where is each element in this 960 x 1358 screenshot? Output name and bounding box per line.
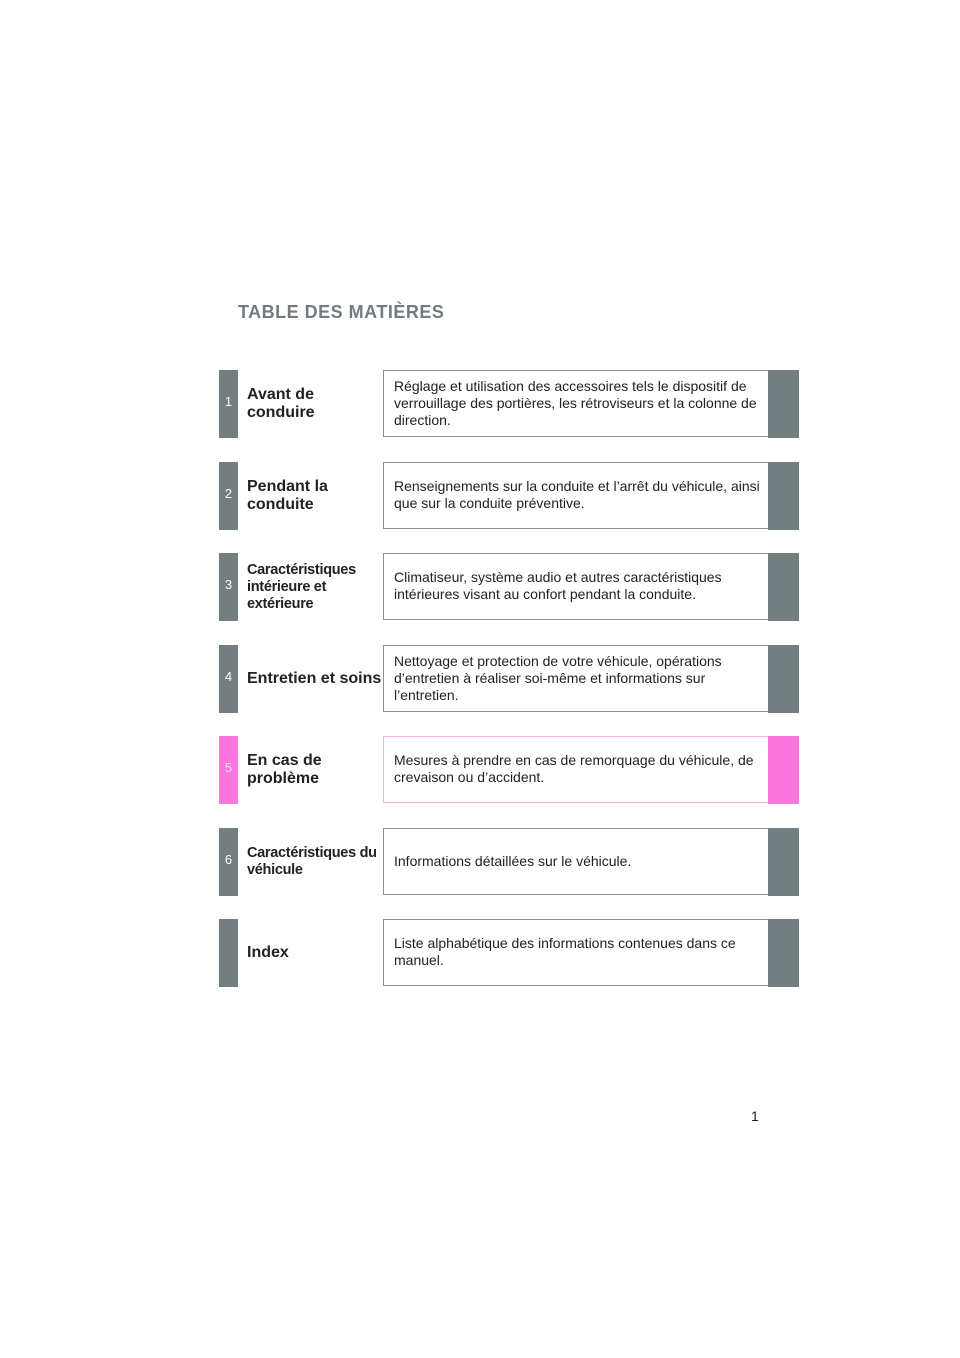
page-number: 1 xyxy=(751,1108,759,1124)
chapter-description: Liste alphabétique des informations contenues dans ce manuel. xyxy=(383,919,768,986)
chapter-title[interactable]: Caractéristiques du véhicule xyxy=(247,844,377,878)
chapter-description: Mesures à prendre en cas de remorquage du véhicule, de crevaison ou d’accident. xyxy=(383,736,768,803)
chapter-title[interactable]: En cas de problème xyxy=(247,752,322,787)
chapter-tab-index[interactable] xyxy=(219,919,238,987)
chapter-number: 1 xyxy=(224,394,233,409)
chapter-title[interactable]: Caractéristiques intérieure et extérieure xyxy=(247,561,356,612)
chapter-row-5[interactable] xyxy=(219,736,799,804)
chapter-edge-tab[interactable] xyxy=(768,645,799,713)
chapter-tab-4[interactable] xyxy=(219,645,238,713)
chapter-title[interactable]: Index xyxy=(247,944,289,961)
chapter-number: 5 xyxy=(224,760,233,775)
chapter-edge-tab[interactable] xyxy=(768,462,799,530)
chapter-title[interactable]: Entretien et soins xyxy=(247,669,382,687)
chapter-edge-tab[interactable] xyxy=(768,828,799,896)
chapter-row-index[interactable] xyxy=(219,919,799,987)
chapter-tab-3[interactable] xyxy=(219,553,238,621)
page-title: TABLE DES MATIÈRES xyxy=(238,302,445,322)
chapter-number: 4 xyxy=(224,668,233,684)
chapter-edge-tab[interactable] xyxy=(768,553,799,621)
chapter-number: 2 xyxy=(224,485,233,501)
chapter-row-2[interactable] xyxy=(219,462,799,530)
chapter-tab-1[interactable] xyxy=(219,370,238,438)
chapter-number: 3 xyxy=(224,577,233,592)
chapter-tab-2[interactable] xyxy=(219,462,238,530)
chapter-tab-5[interactable] xyxy=(219,736,238,804)
chapter-edge-tab[interactable] xyxy=(768,919,799,987)
chapter-edge-tab[interactable] xyxy=(768,370,799,438)
chapter-number: 6 xyxy=(224,851,233,867)
chapter-title[interactable]: Avant de conduire xyxy=(247,386,315,421)
chapter-description: Renseignements sur la conduite et l’arrêt du véhicule, ainsi que sur la conduite préventive. xyxy=(383,462,768,529)
chapter-edge-tab[interactable] xyxy=(768,736,799,804)
chapter-description: Informations détaillées sur le véhicule. xyxy=(383,828,768,895)
chapter-description: Climatiseur, système audio et autres caractéristiques intérieures visant au confort pendant la conduite. xyxy=(383,553,768,620)
chapter-row-4[interactable] xyxy=(219,645,799,713)
table-of-contents xyxy=(219,370,799,1011)
chapter-row-6[interactable] xyxy=(219,828,799,896)
chapter-row-3[interactable] xyxy=(219,553,799,621)
chapter-tab-6[interactable] xyxy=(219,828,238,896)
chapter-row-1[interactable] xyxy=(219,370,799,438)
chapter-description: Nettoyage et protection de votre véhicule, opérations d’entretien à réaliser soi-même et informations sur l’entretien. xyxy=(383,645,768,712)
chapter-title[interactable]: Pendant la conduite xyxy=(247,477,328,513)
chapter-description: Réglage et utilisation des accessoires tels le dispositif de verrouillage des portières, les rétroviseurs et la colonne de direction. xyxy=(383,370,768,437)
